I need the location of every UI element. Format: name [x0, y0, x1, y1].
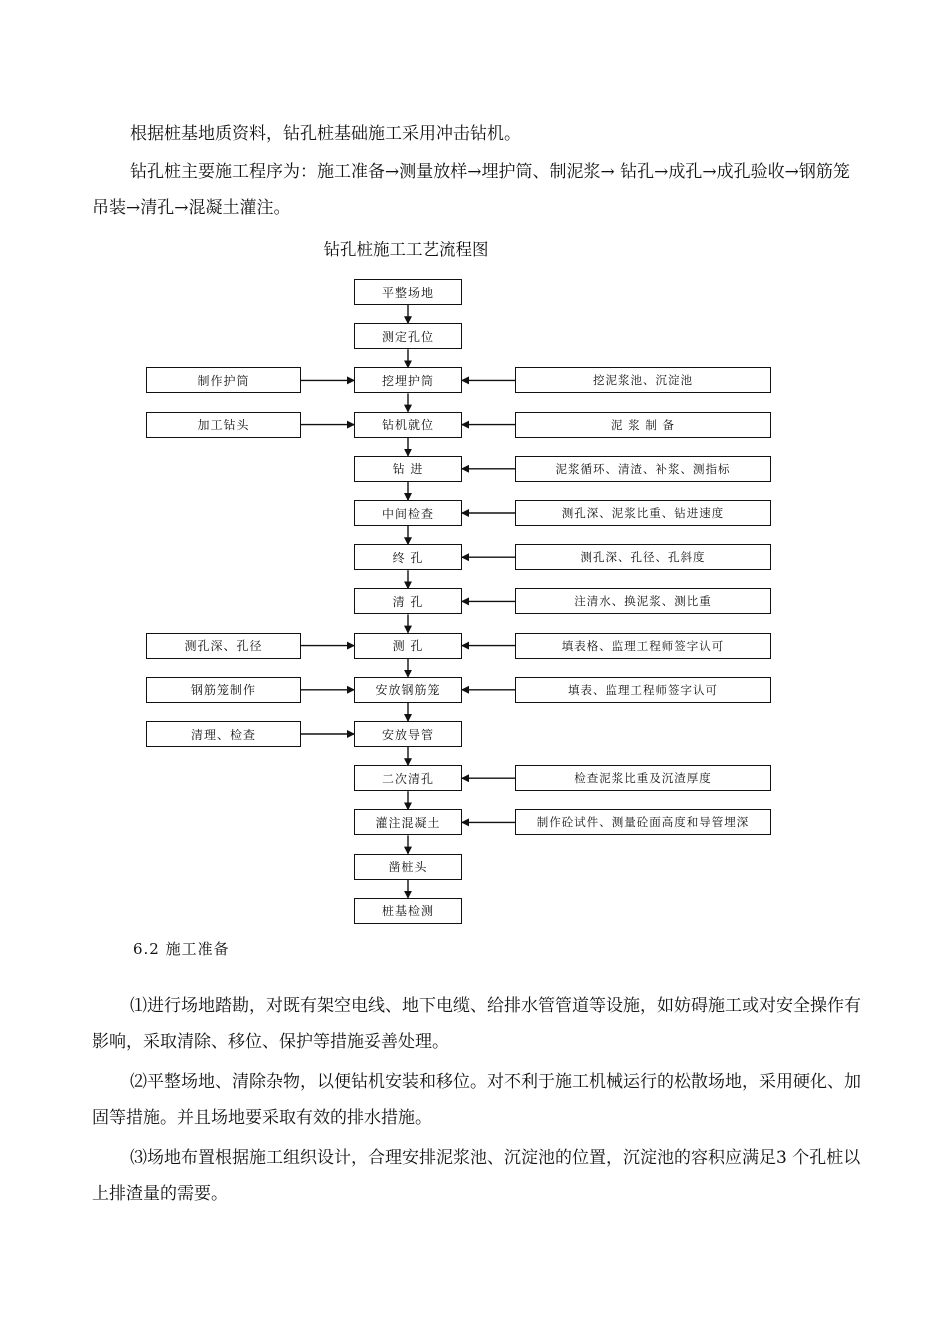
flow-step-box: 测定孔位 [354, 323, 462, 349]
flow-right-input-box: 填表、监理工程师签字认可 [515, 677, 771, 703]
flow-step-box: 测 孔 [354, 633, 462, 659]
flow-step-box: 钻机就位 [354, 412, 462, 438]
flow-step-box: 灌注混凝土 [354, 809, 462, 835]
flow-left-input-box: 钢筋笼制作 [146, 677, 301, 703]
flow-right-input-box: 挖泥浆池、沉淀池 [515, 367, 771, 393]
flow-step-box: 凿桩头 [354, 854, 462, 880]
prep-item-2: ⑵平整场地、清除杂物，以便钻机安装和移位。对不利于施工机械运行的松散场地，采用硬化、加固等措施。并且场地要采取有效的排水措施。 [92, 1072, 861, 1128]
flow-right-input-box: 测孔深、泥浆比重、钻进速度 [515, 500, 771, 526]
flow-right-input-box: 检查泥浆比重及沉渣厚度 [515, 765, 771, 791]
flow-left-input-box: 制作护筒 [146, 367, 301, 393]
flow-step-box: 桩基检测 [354, 898, 462, 924]
flow-step-box: 钻 进 [354, 456, 462, 482]
flow-step-box: 中间检查 [354, 500, 462, 526]
flow-right-input-box: 制作砼试件、测量砼面高度和导管埋深 [515, 809, 771, 835]
flow-right-input-box: 注清水、换泥浆、测比重 [515, 588, 771, 614]
flow-right-input-box: 填表格、监理工程师签字认可 [515, 633, 771, 659]
prep-item-3: ⑶场地布置根据施工组织设计，合理安排泥浆池、沉淀池的位置，沉淀池的容积应满足3 个孔桩以上排渣量的需要。 [92, 1148, 861, 1204]
flow-step-box: 二次清孔 [354, 765, 462, 791]
flowchart-title: 钻孔桩施工工艺流程图 [323, 240, 489, 259]
flow-step-box: 清 孔 [354, 588, 462, 614]
flow-step-box: 挖埋护筒 [354, 367, 462, 393]
intro-paragraph-2: 钻孔桩主要施工程序为：施工准备→测量放样→埋护筒、制泥浆→ 钻孔→成孔→成孔验收→钢筋笼吊装→清孔→混凝土灌注。 [92, 162, 850, 218]
flow-left-input-box: 测孔深、孔径 [146, 633, 301, 659]
flow-right-input-box: 泥 浆 制 备 [515, 412, 771, 438]
flow-step-box: 安放钢筋笼 [354, 677, 462, 703]
flow-left-input-box: 加工钻头 [146, 412, 301, 438]
flow-right-input-box: 泥浆循环、清渣、补浆、测指标 [515, 456, 771, 482]
section-heading: 6.2 施工准备 [133, 940, 230, 958]
flow-step-box: 平整场地 [354, 279, 462, 305]
flow-step-box: 终 孔 [354, 544, 462, 570]
intro-paragraph-1: 根据桩基地质资料，钻孔桩基础施工采用冲击钻机。 [130, 124, 521, 144]
flow-left-input-box: 清理、检查 [146, 721, 301, 747]
prep-item-1: ⑴进行场地踏勘，对既有架空电线、地下电缆、给排水管管道等设施，如妨碍施工或对安全操作有影响，采取清除、移位、保护等措施妥善处理。 [92, 996, 861, 1052]
flow-right-input-box: 测孔深、孔径、孔斜度 [515, 544, 771, 570]
flow-step-box: 安放导管 [354, 721, 462, 747]
